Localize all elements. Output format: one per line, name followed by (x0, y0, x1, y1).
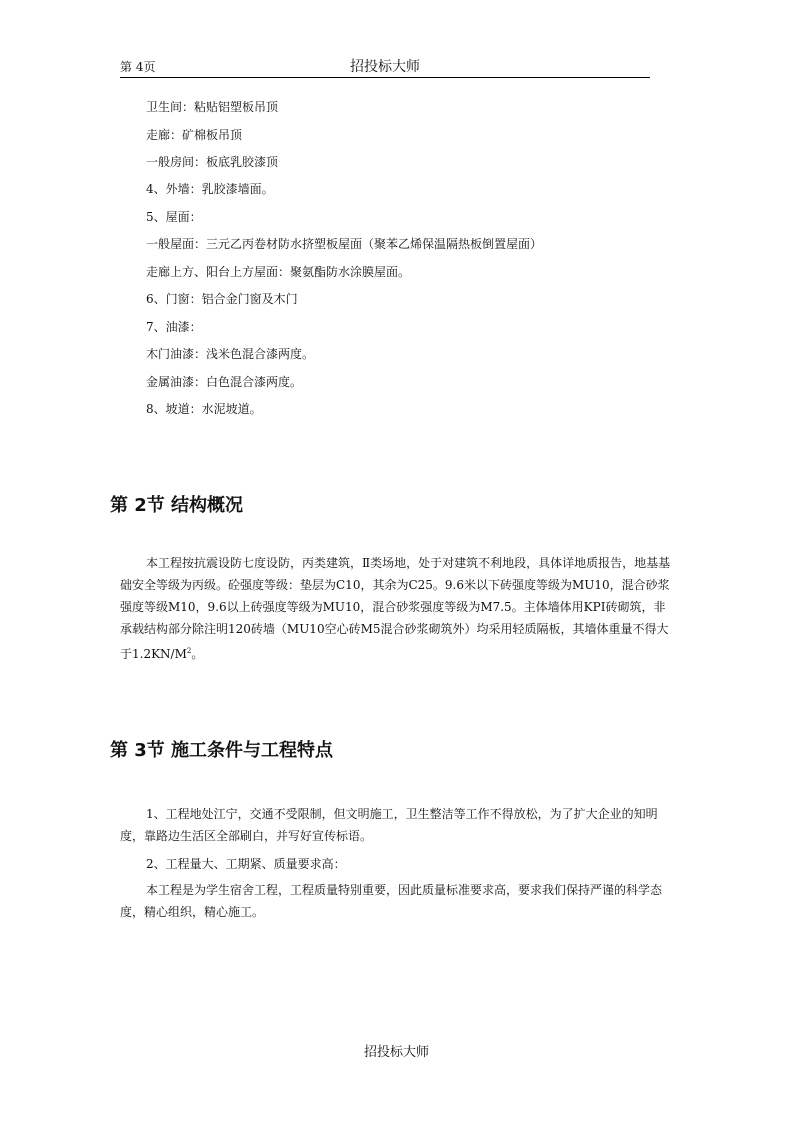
list-item: 4、外墙：乳胶漆墙面。 (146, 182, 274, 196)
list-item: 木门油漆：浅米色混合漆两度。 (146, 347, 315, 361)
section-heading: 第 3节 施工条件与工程特点 (110, 740, 334, 761)
section-paragraph: 1、工程地处江宁，交通不受限制，但文明施工，卫生整洁等工作不得放松，为了扩大企业的知明度，靠路边生活区全部刷白，并写好宣传标语。 (120, 807, 658, 843)
list-item: 6、门窗：铝合金门窗及木门 (146, 292, 298, 306)
list-item: 一般房间：板底乳胶漆顶 (146, 155, 279, 169)
paragraph-text: 本工程按抗震设防七度设防，丙类建筑，Ⅱ类场地，处于对建筑不利地段，具体详地质报告，地基基础安全等级为丙级。砼强度等级：垫层为C10，其余为C25。9.6米以下砖强度等级为MU10，混合砂浆强度等级M10，9.6以上砖强度等级为MU10，混合砂浆强度等级为M7.5。主体墙体用KPI砖砌筑，非承载结构部分除注明120砖墙（MU10空心砖M5混合砂浆砌筑外）均采用轻质隔板，其墙体重量不得大于1.2KN/M (120, 556, 671, 661)
section-paragraph: 2、工程量大、工期紧、质量要求高： (146, 857, 346, 871)
superscript: 2 (186, 647, 192, 655)
list-item: 5、屋面： (146, 210, 202, 224)
section-paragraph: 本工程是为学生宿舍工程，工程质量特别重要，因此质量标准要求高，要求我们保持严谨的科学态度，精心组织，精心施工。 (120, 883, 663, 919)
list-item: 一般屋面：三元乙丙卷材防水挤塑板屋面（聚苯乙烯保温隔热板倒置屋面） (146, 237, 543, 251)
list-item: 走廊上方、阳台上方屋面：聚氨酯防水涂膜屋面。 (146, 265, 411, 279)
page-footer: 招投标大师 (363, 1045, 429, 1060)
paragraph-end: 。 (191, 647, 204, 661)
list-item: 卫生间：粘贴铝塑板吊顶 (146, 100, 279, 114)
header-title: 招投标大师 (350, 59, 420, 75)
section-heading: 第 2节 结构概况 (110, 495, 244, 516)
list-item: 走廊：矿棉板吊顶 (146, 128, 243, 142)
page-header (120, 56, 650, 78)
list-item: 7、油漆： (146, 320, 202, 334)
list-item: 金属油漆：白色混合漆两度。 (146, 375, 303, 389)
list-item: 8、坡道：水泥坡道。 (146, 402, 262, 416)
page-number: 第 4页 (120, 60, 156, 74)
section-paragraph (120, 552, 675, 665)
